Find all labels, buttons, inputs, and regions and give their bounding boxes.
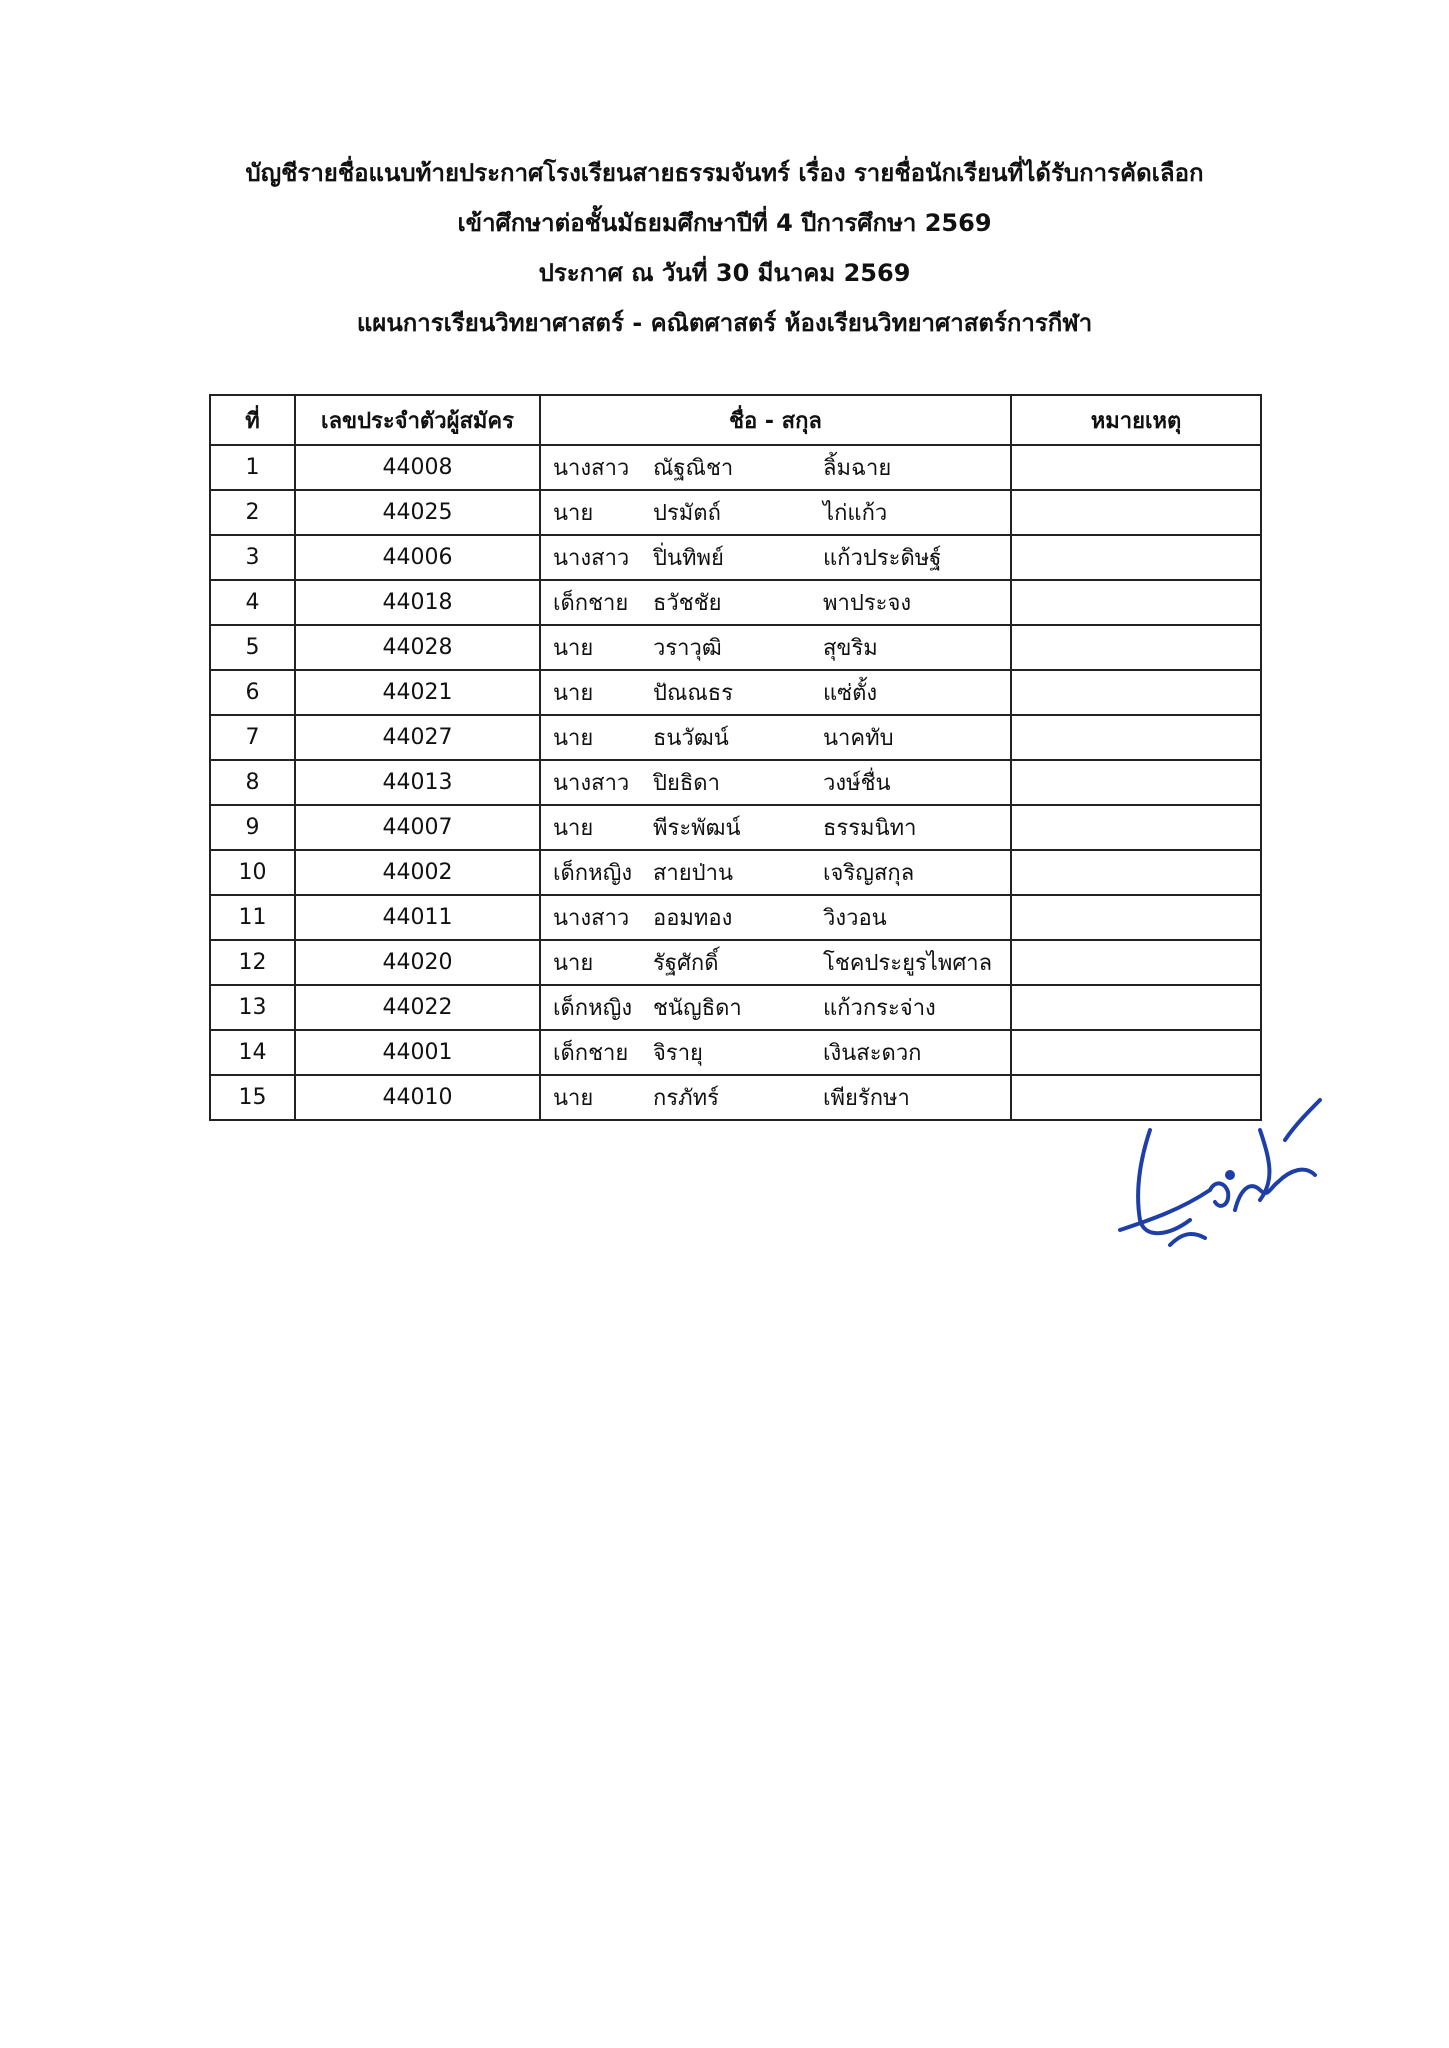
name-title: นาย	[553, 951, 594, 976]
student-full-name	[540, 1030, 1011, 1075]
first-name: สายป่าน	[653, 861, 734, 886]
name-title: นาย	[553, 681, 594, 706]
first-name: ปิยธิดา	[653, 771, 720, 796]
name-parts	[547, 716, 1004, 759]
last-name: วงษ์ชื่น	[823, 771, 891, 796]
name-parts	[547, 806, 1004, 849]
row-number: 14	[210, 1030, 295, 1075]
student-full-name	[540, 715, 1011, 760]
applicant-id: 44022	[295, 985, 540, 1030]
row-number: 11	[210, 895, 295, 940]
name-parts	[547, 1031, 1004, 1074]
table-row	[210, 625, 1261, 670]
last-name: โชคประยูรไพศาล	[823, 951, 993, 976]
student-list-table	[209, 394, 1262, 1121]
name-title: นาย	[553, 816, 594, 841]
first-name: ณัฐณิชา	[653, 456, 734, 481]
name-title: นางสาว	[553, 546, 630, 571]
student-full-name	[540, 805, 1011, 850]
last-name: ลิ้มฉาย	[823, 456, 892, 481]
name-title: นาย	[553, 636, 594, 661]
table-row	[210, 670, 1261, 715]
applicant-id: 44021	[295, 670, 540, 715]
table-row	[210, 490, 1261, 535]
column-header-full-name: ชื่อ - สกุล	[540, 395, 1011, 445]
table-row	[210, 760, 1261, 805]
remarks-cell	[1011, 895, 1261, 940]
student-full-name	[540, 670, 1011, 715]
applicant-id: 44006	[295, 535, 540, 580]
table-row	[210, 850, 1261, 895]
remarks-cell	[1011, 985, 1261, 1030]
student-full-name	[540, 580, 1011, 625]
student-full-name	[540, 1075, 1011, 1120]
applicant-id: 44013	[295, 760, 540, 805]
applicant-id: 44028	[295, 625, 540, 670]
table-row	[210, 715, 1261, 760]
row-number: 2	[210, 490, 295, 535]
document-title-line-1: บัญชีรายชื่อแนบท้ายประกาศโรงเรียนสายธรรมจันทร์ เรื่อง รายชื่อนักเรียนที่ได้รับการคัดเลือก	[245, 159, 1204, 187]
row-number: 7	[210, 715, 295, 760]
remarks-cell	[1011, 445, 1261, 490]
row-number: 10	[210, 850, 295, 895]
name-title: นางสาว	[553, 771, 630, 796]
remarks-cell	[1011, 805, 1261, 850]
row-number: 13	[210, 985, 295, 1030]
student-full-name	[540, 895, 1011, 940]
student-full-name	[540, 985, 1011, 1030]
name-title: นางสาว	[553, 906, 630, 931]
applicant-id: 44010	[295, 1075, 540, 1120]
table-row	[210, 1030, 1261, 1075]
name-title: นาย	[553, 726, 594, 751]
row-number: 4	[210, 580, 295, 625]
last-name: เจริญสกุล	[823, 861, 915, 886]
name-parts	[547, 491, 1004, 534]
handwritten-signature	[1110, 1070, 1330, 1260]
applicant-id: 44002	[295, 850, 540, 895]
table-row	[210, 985, 1261, 1030]
first-name: ออมทอง	[653, 906, 733, 931]
name-title: นางสาว	[553, 456, 630, 481]
applicant-id: 44020	[295, 940, 540, 985]
row-number: 1	[210, 445, 295, 490]
row-number: 9	[210, 805, 295, 850]
row-number: 5	[210, 625, 295, 670]
column-header-applicant-id: เลขประจำตัวผู้สมัคร	[295, 395, 540, 445]
name-title: เด็กหญิง	[553, 996, 633, 1021]
remarks-cell	[1011, 625, 1261, 670]
remarks-cell	[1011, 670, 1261, 715]
row-number: 8	[210, 760, 295, 805]
row-number: 3	[210, 535, 295, 580]
column-header-number: ที่	[210, 395, 295, 445]
remarks-cell	[1011, 940, 1261, 985]
student-full-name	[540, 850, 1011, 895]
name-title: เด็กชาย	[553, 1041, 629, 1066]
row-number: 6	[210, 670, 295, 715]
last-name: เพียรักษา	[823, 1086, 910, 1111]
first-name: รัฐศักดิ์	[653, 951, 719, 976]
study-program: แผนการเรียนวิทยาศาสตร์ - คณิตศาสตร์ ห้องเรียนวิทยาศาสตร์การกีฬา	[356, 309, 1093, 337]
name-parts	[547, 536, 1004, 579]
last-name: แซ่ตั้ง	[823, 681, 878, 706]
table-row	[210, 1075, 1261, 1120]
applicant-id: 44025	[295, 490, 540, 535]
last-name: สุขริม	[823, 636, 878, 661]
name-parts	[547, 851, 1004, 894]
remarks-cell	[1011, 1030, 1261, 1075]
first-name: จิรายุ	[653, 1041, 703, 1066]
name-title: นาย	[553, 501, 594, 526]
remarks-cell	[1011, 760, 1261, 805]
remarks-cell	[1011, 715, 1261, 760]
name-title: เด็กชาย	[553, 591, 629, 616]
name-parts	[547, 581, 1004, 624]
last-name: ไก่แก้ว	[823, 501, 888, 526]
first-name: ธวัชชัย	[653, 591, 722, 616]
name-parts	[547, 986, 1004, 1029]
last-name: แก้วกระจ่าง	[823, 996, 936, 1021]
last-name: นาคทับ	[823, 726, 894, 751]
applicant-id: 44007	[295, 805, 540, 850]
remarks-cell	[1011, 580, 1261, 625]
applicant-id: 44018	[295, 580, 540, 625]
remarks-cell	[1011, 535, 1261, 580]
row-number: 15	[210, 1075, 295, 1120]
applicant-id: 44008	[295, 445, 540, 490]
document-title-line-2: เข้าศึกษาต่อชั้นมัธยมศึกษาปีที่ 4 ปีการศึกษา 2569	[457, 209, 992, 237]
first-name: ปิ่นทิพย์	[653, 546, 724, 571]
first-name: ธนวัฒน์	[653, 726, 729, 751]
student-full-name	[540, 760, 1011, 805]
name-parts	[547, 761, 1004, 804]
last-name: เงินสะดวก	[823, 1041, 922, 1066]
first-name: พีระพัฒน์	[653, 816, 741, 841]
first-name: กรภัทร์	[653, 1086, 719, 1111]
table-header-row	[210, 395, 1261, 445]
name-parts	[547, 1076, 1004, 1119]
applicant-id: 44027	[295, 715, 540, 760]
table-row	[210, 940, 1261, 985]
table-row	[210, 445, 1261, 490]
column-header-remarks: หมายเหตุ	[1011, 395, 1261, 445]
first-name: ปัณณธร	[653, 681, 734, 706]
name-title: นาย	[553, 1086, 594, 1111]
name-parts	[547, 941, 1004, 984]
table-row	[210, 580, 1261, 625]
first-name: วราวุฒิ	[653, 636, 722, 661]
student-full-name	[540, 940, 1011, 985]
last-name: แก้วประดิษฐ์	[823, 546, 942, 571]
row-number: 12	[210, 940, 295, 985]
table-row	[210, 895, 1261, 940]
applicant-id: 44011	[295, 895, 540, 940]
table-row	[210, 805, 1261, 850]
name-parts	[547, 446, 1004, 489]
last-name: พาประจง	[823, 591, 912, 616]
student-full-name	[540, 625, 1011, 670]
announcement-date: ประกาศ ณ วันที่ 30 มีนาคม 2569	[538, 259, 911, 287]
first-name: ชนัญธิดา	[653, 996, 742, 1021]
last-name: ธรรมนิทา	[823, 816, 917, 841]
student-full-name	[540, 490, 1011, 535]
table-row	[210, 535, 1261, 580]
name-parts	[547, 896, 1004, 939]
student-full-name	[540, 445, 1011, 490]
name-parts	[547, 626, 1004, 669]
first-name: ปรมัตถ์	[653, 501, 721, 526]
last-name: วิงวอน	[823, 906, 887, 931]
student-full-name	[540, 535, 1011, 580]
remarks-cell	[1011, 850, 1261, 895]
applicant-id: 44001	[295, 1030, 540, 1075]
name-parts	[547, 671, 1004, 714]
name-title: เด็กหญิง	[553, 861, 633, 886]
remarks-cell	[1011, 490, 1261, 535]
